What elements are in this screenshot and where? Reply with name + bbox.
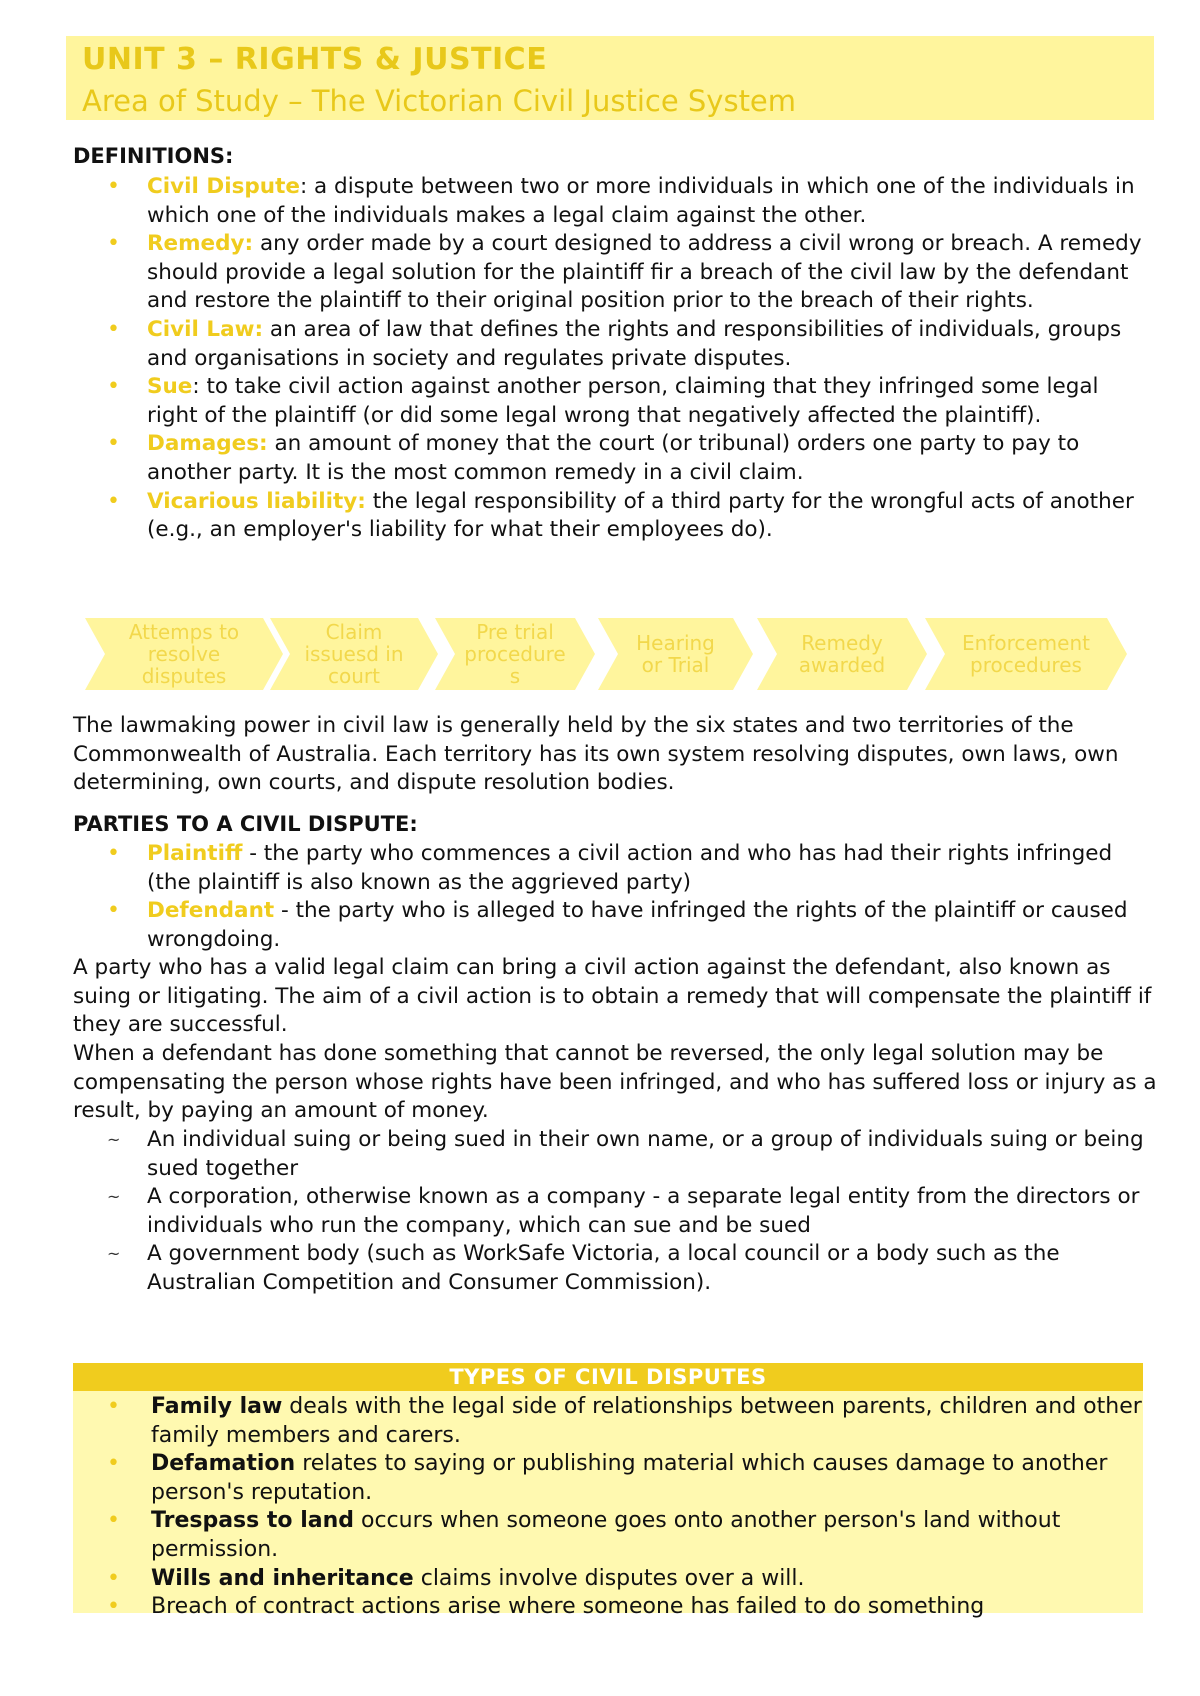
bullet-icon: •: [107, 174, 120, 199]
flow-step: [85, 618, 283, 690]
party-term: Defendant: [147, 898, 275, 924]
flow-step-label: procedures: [970, 653, 1082, 677]
definition-text: : to take civil action against another person, claiming that they infringed some legal right of the plaintiff (or did some legal wrong that negatively affected the plaintiff).: [147, 374, 1099, 428]
tilde-marker-icon: ~: [107, 1130, 121, 1149]
flow-step-label: Enforcement: [962, 631, 1090, 655]
definition-text: : a dispute between two or more individuals in which one of the individuals in which one of the individuals makes a legal claim against the other.: [147, 174, 1135, 228]
bullet-icon: •: [107, 898, 120, 924]
flow-step-label: issuesd in: [304, 642, 404, 666]
bullet-icon: •: [107, 431, 120, 457]
party-item: [73, 897, 1153, 954]
civil-dispute-types-box: [73, 1363, 1143, 1620]
type-text: Breach of contract actions arise where someone has failed to do something: [151, 1594, 985, 1620]
definition-term: Remedy:: [147, 231, 254, 257]
flow-step-label: court: [328, 664, 380, 688]
flow-step-label: Pre trial: [476, 620, 554, 644]
flow-step-label: disputes: [141, 664, 227, 688]
flow-step-label: Attemps to: [128, 620, 240, 644]
civil-action-paragraph: A party who has a valid legal claim can bring a civil action against the defendant, also known as suing or litigating. The aim of a civil action is to obtain a remedy that will compensate the plaintiff if they are successful.: [73, 955, 1152, 1038]
flow-step-label: s: [509, 664, 521, 688]
definitions-heading: DEFINITIONS:: [73, 144, 234, 168]
party-type-text: A government body (such as WorkSafe Victoria, a local council or a body such as the Australian Competition and Consumer Commission).: [147, 1241, 1060, 1295]
flow-step-label: resolve: [147, 642, 221, 666]
type-item: [73, 1565, 1143, 1594]
flow-step-label: Hearing: [636, 631, 715, 655]
definition-term: Civil Law:: [147, 316, 264, 342]
civil-process-flow: [85, 618, 1145, 690]
party-type-text: An individual suing or being sued in their own name, or a group of individuals suing or being sued together: [147, 1127, 1144, 1181]
types-heading: TYPES OF CIVIL DISPUTES: [73, 1363, 1143, 1391]
definition-term: Damages:: [147, 431, 268, 457]
definition-item: [73, 430, 1153, 487]
type-term: Family law: [151, 1394, 283, 1419]
bullet-icon: •: [107, 231, 120, 257]
tilde-marker-icon: ~: [107, 1187, 121, 1207]
type-item: [73, 1393, 1143, 1450]
type-item: [73, 1593, 1143, 1622]
definition-text: any order made by a court designed to address a civil wrong or breach. A remedy should provide a legal solution for the plaintiff fir a breach of the civil law by the defendant and restore the plaintiff to their original position prior to the breach of their rights.: [147, 231, 1142, 314]
definitions-list: [73, 173, 1153, 545]
bullet-icon: •: [107, 841, 120, 866]
definition-text: the legal responsibility of a third party for the wrongful acts of another (e.g., an employer's liability for what their employees do).: [147, 488, 1134, 543]
type-text: occurs when someone goes onto another person's land without permission.: [151, 1508, 1061, 1562]
type-text: deals with the legal side of relationships between parents, children and other family members and carers.: [151, 1394, 1142, 1448]
definition-text: an amount of money that the court (or tribunal) orders one party to pay to another party. It is the most common remedy in a civil claim.: [147, 431, 1080, 485]
page-title: UNIT 3 – RIGHTS & JUSTICE: [82, 42, 548, 77]
bullet-icon: •: [107, 1451, 120, 1477]
type-item: [73, 1450, 1143, 1507]
type-term: Trespass to land: [151, 1508, 354, 1534]
party-type-text: A corporation, otherwise known as a company - a separate legal entity from the directors or individuals who run the company, which can sue and be sued: [147, 1184, 1140, 1238]
parties-heading: PARTIES TO A CIVIL DISPUTE:: [73, 812, 418, 836]
flow-step: [270, 618, 438, 690]
definition-term: Vicarious liability:: [147, 488, 366, 514]
lawmaking-paragraph: The lawmaking power in civil law is generally held by the six states and two territories of the Commonwealth of Australia. Each territory has its own system resolving disputes, own laws, own determining, own courts, and dispute resolution bodies.: [73, 713, 1119, 796]
compensation-paragraph: When a defendant has done something that cannot be reversed, the only legal solution may be compensating the person whose rights have been infringed, and who has suffered loss or injury as a result, by paying an amount of money.: [73, 1041, 1157, 1124]
definition-item: [73, 173, 1153, 230]
unit-header: [66, 36, 1154, 120]
party-type-item: [73, 1183, 1153, 1240]
flow-step-label: Claim: [325, 620, 383, 644]
party-term: Plaintiff: [147, 841, 243, 866]
type-text: claims involve disputes over a will.: [413, 1565, 805, 1591]
bullet-icon: •: [107, 1565, 120, 1591]
party-type-item: [73, 1240, 1153, 1297]
parties-list: [73, 840, 1153, 954]
definition-item: [73, 488, 1153, 545]
definition-item: [73, 230, 1153, 316]
bullet-icon: •: [107, 374, 120, 400]
flow-step: [598, 618, 753, 690]
definition-term: Civil Dispute: [147, 174, 300, 199]
flow-step: [435, 618, 595, 690]
page-subtitle: Area of Study – The Victorian Civil Justice System: [82, 84, 797, 118]
flow-step: [925, 618, 1127, 690]
definition-term: Sue: [147, 374, 193, 400]
flow-step-label: awarded: [798, 653, 886, 677]
party-item: [73, 840, 1153, 897]
definition-item: [73, 373, 1153, 430]
bullet-icon: •: [107, 488, 120, 514]
type-item: [73, 1507, 1143, 1564]
flow-step: [757, 618, 927, 690]
flow-step-label: Remedy: [801, 631, 883, 655]
definition-item: [73, 316, 1153, 373]
flow-step-label: or Trial: [641, 653, 710, 677]
bullet-icon: •: [107, 1508, 120, 1534]
flow-step-label: procedure: [464, 642, 566, 666]
tilde-marker-icon: ~: [107, 1244, 121, 1264]
definition-text: an area of law that defines the rights and responsibilities of individuals, groups and organisations in society and regulates private disputes.: [147, 316, 1122, 371]
party-text: - the party who commences a civil action and who has had their rights infringed (the plaintiff is also known as the aggrieved party): [147, 841, 1113, 895]
party-types-list: [73, 1126, 1153, 1298]
type-text: relates to saying or publishing material which causes damage to another person's reputation.: [151, 1451, 1108, 1505]
party-type-item: [73, 1126, 1153, 1183]
bullet-icon: •: [107, 316, 120, 342]
party-text: - the party who is alleged to have infringed the rights of the plaintiff or caused wrongdoing.: [147, 898, 1128, 952]
type-term: Wills and inheritance: [151, 1565, 414, 1591]
types-list: [73, 1393, 1143, 1622]
bullet-icon: •: [107, 1394, 120, 1419]
bullet-icon: •: [107, 1594, 120, 1620]
type-term: Defamation: [151, 1451, 296, 1477]
